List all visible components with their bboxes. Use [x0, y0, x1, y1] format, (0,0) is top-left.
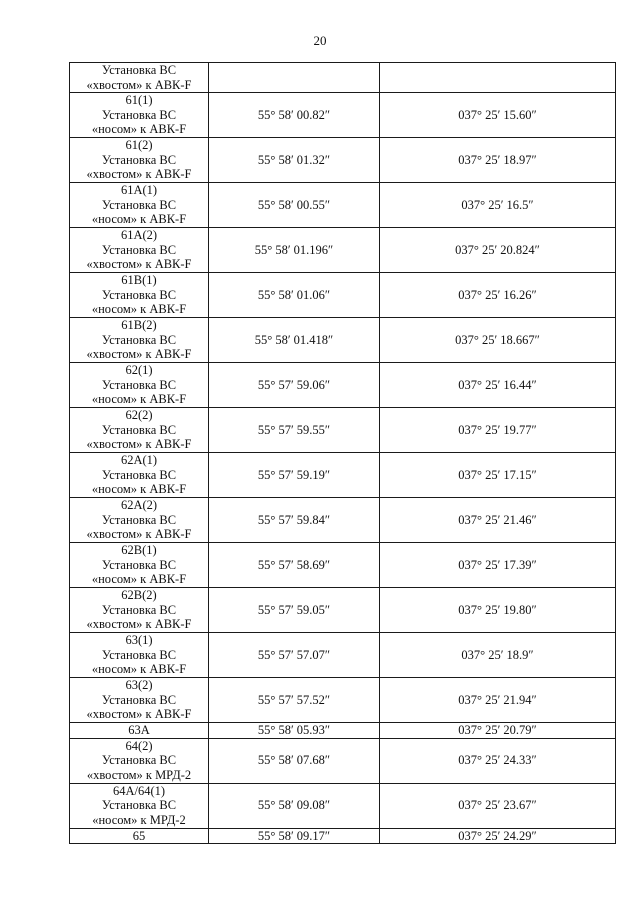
table-row	[70, 273, 616, 318]
position-label-line: Установка ВС	[101, 467, 177, 482]
longitude-cell: 037° 25′ 18.667″	[380, 318, 616, 363]
longitude-cell: 037° 25′ 24.33″	[380, 738, 616, 783]
table-row	[70, 318, 616, 363]
position-label-line: 64(2)	[125, 738, 153, 753]
longitude-cell	[380, 63, 616, 93]
page-number: 20	[313, 33, 327, 48]
longitude-cell: 037° 25′ 19.77″	[380, 408, 616, 453]
longitude-cell: 037° 25′ 17.39″	[380, 543, 616, 588]
position-label-cell	[70, 318, 209, 363]
position-label-line: «хвостом» к АВК-F	[86, 437, 192, 452]
position-label-line: «хвостом» к АВК-F	[86, 77, 192, 92]
position-label-line: Установка ВС	[101, 287, 177, 302]
longitude-cell: 037° 25′ 23.67″	[380, 783, 616, 828]
latitude-cell: 55° 57′ 59.05″	[209, 588, 380, 633]
position-label-line: Установка ВС	[101, 647, 177, 662]
position-label-cell	[70, 273, 209, 318]
position-label-line: 63(2)	[125, 678, 153, 693]
position-label-line: «хвостом» к АВК-F	[86, 347, 192, 362]
position-label-line: «носом» к АВК-F	[91, 122, 187, 137]
position-label-line: «носом» к МРД-2	[92, 813, 186, 828]
table-row	[70, 588, 616, 633]
latitude-cell: 55° 57′ 59.84″	[209, 498, 380, 543]
position-label-line: 65	[132, 828, 146, 843]
position-label-line: «носом» к АВК-F	[91, 482, 187, 497]
position-label-line: Установка ВС	[101, 242, 177, 257]
table-row	[70, 723, 616, 739]
position-label-line: 63(1)	[125, 633, 153, 648]
position-label-cell	[70, 588, 209, 633]
latitude-cell: 55° 57′ 59.19″	[209, 453, 380, 498]
latitude-cell: 55° 58′ 01.32″	[209, 138, 380, 183]
position-label-line: Установка ВС	[101, 197, 177, 212]
longitude-cell: 037° 25′ 18.97″	[380, 138, 616, 183]
position-label-cell	[70, 453, 209, 498]
position-label-line: «хвостом» к АВК-F	[86, 707, 192, 722]
position-label-line: Установка ВС	[101, 557, 177, 572]
position-label-line: Установка ВС	[101, 422, 177, 437]
longitude-cell: 037° 25′ 15.60″	[380, 93, 616, 138]
position-label-line: «носом» к АВК-F	[91, 392, 187, 407]
position-label-line: «носом» к АВК-F	[91, 572, 187, 587]
position-label-line: 61А(2)	[120, 228, 158, 243]
longitude-cell: 037° 25′ 21.46″	[380, 498, 616, 543]
position-label-cell	[70, 723, 209, 739]
table-row	[70, 633, 616, 678]
position-label-line: 61В(2)	[121, 318, 157, 333]
table-row	[70, 183, 616, 228]
position-label-cell	[70, 543, 209, 588]
position-label-cell	[70, 678, 209, 723]
position-label-line: 62(1)	[125, 363, 153, 378]
position-label-cell	[70, 408, 209, 453]
longitude-cell: 037° 25′ 19.80″	[380, 588, 616, 633]
longitude-cell: 037° 25′ 16.5″	[380, 183, 616, 228]
position-label-cell	[70, 63, 209, 93]
position-label-cell	[70, 363, 209, 408]
latitude-cell	[209, 63, 380, 93]
position-label-line: «хвостом» к АВК-F	[86, 257, 192, 272]
position-label-cell	[70, 228, 209, 273]
latitude-cell: 55° 58′ 09.17″	[209, 828, 380, 844]
table-row	[70, 783, 616, 828]
position-label-line: 63А	[128, 723, 150, 738]
position-label-line: Установка ВС	[101, 602, 177, 617]
table-row	[70, 93, 616, 138]
latitude-cell: 55° 58′ 01.418″	[209, 318, 380, 363]
position-label-line: 62(2)	[125, 408, 153, 423]
table-row	[70, 63, 616, 93]
position-label-cell	[70, 498, 209, 543]
longitude-cell: 037° 25′ 18.9″	[380, 633, 616, 678]
longitude-cell: 037° 25′ 16.44″	[380, 363, 616, 408]
latitude-cell: 55° 58′ 07.68″	[209, 738, 380, 783]
latitude-cell: 55° 57′ 57.07″	[209, 633, 380, 678]
position-label-line: Установка ВС	[101, 63, 177, 77]
position-label-line: 61А(1)	[120, 183, 158, 198]
coordinates-table	[69, 62, 616, 844]
table-row	[70, 228, 616, 273]
latitude-cell: 55° 58′ 01.196″	[209, 228, 380, 273]
latitude-cell: 55° 58′ 00.82″	[209, 93, 380, 138]
table-row	[70, 363, 616, 408]
table-row	[70, 828, 616, 844]
position-label-line: Установка ВС	[101, 152, 177, 167]
table-row	[70, 408, 616, 453]
latitude-cell: 55° 58′ 09.08″	[209, 783, 380, 828]
position-label-cell	[70, 828, 209, 844]
position-label-line: 62А(1)	[120, 453, 158, 468]
position-label-line: 61(1)	[125, 93, 153, 108]
position-label-line: 62В(2)	[121, 588, 157, 603]
table-row	[70, 678, 616, 723]
longitude-cell: 037° 25′ 20.79″	[380, 723, 616, 739]
latitude-cell: 55° 57′ 59.06″	[209, 363, 380, 408]
position-label-line: Установка ВС	[101, 377, 177, 392]
longitude-cell: 037° 25′ 17.15″	[380, 453, 616, 498]
position-label-cell	[70, 138, 209, 183]
position-label-line: «хвостом» к МРД-2	[86, 768, 192, 783]
longitude-cell: 037° 25′ 24.29″	[380, 828, 616, 844]
position-label-line: Установка ВС	[101, 798, 177, 813]
position-label-line: Установка ВС	[101, 753, 177, 768]
latitude-cell: 55° 57′ 58.69″	[209, 543, 380, 588]
longitude-cell: 037° 25′ 20.824″	[380, 228, 616, 273]
position-label-line: 62А(2)	[120, 498, 158, 513]
position-label-cell	[70, 93, 209, 138]
longitude-cell: 037° 25′ 21.94″	[380, 678, 616, 723]
position-label-line: «носом» к АВК-F	[91, 662, 187, 677]
position-label-cell	[70, 633, 209, 678]
table-row	[70, 498, 616, 543]
table-row	[70, 453, 616, 498]
latitude-cell: 55° 58′ 00.55″	[209, 183, 380, 228]
position-label-line: 62В(1)	[121, 543, 157, 558]
latitude-cell: 55° 58′ 01.06″	[209, 273, 380, 318]
position-label-line: Установка ВС	[101, 107, 177, 122]
latitude-cell: 55° 58′ 05.93″	[209, 723, 380, 739]
position-label-line: Установка ВС	[101, 332, 177, 347]
position-label-line: «хвостом» к АВК-F	[86, 527, 192, 542]
longitude-cell: 037° 25′ 16.26″	[380, 273, 616, 318]
position-label-line: 61(2)	[125, 138, 153, 153]
position-label-line: «хвостом» к АВК-F	[86, 167, 192, 182]
position-label-cell	[70, 738, 209, 783]
position-label-line: 61В(1)	[121, 273, 157, 288]
latitude-cell: 55° 57′ 57.52″	[209, 678, 380, 723]
position-label-cell	[70, 783, 209, 828]
position-label-line: Установка ВС	[101, 692, 177, 707]
position-label-line: «носом» к АВК-F	[91, 302, 187, 317]
table-row	[70, 138, 616, 183]
position-label-line: 64А/64(1)	[112, 783, 166, 798]
latitude-cell: 55° 57′ 59.55″	[209, 408, 380, 453]
table-row	[70, 738, 616, 783]
table-row	[70, 543, 616, 588]
position-label-line: Установка ВС	[101, 512, 177, 527]
position-label-cell	[70, 183, 209, 228]
position-label-line: «носом» к АВК-F	[91, 212, 187, 227]
coordinates-table-body	[70, 63, 616, 844]
position-label-line: «хвостом» к АВК-F	[86, 617, 192, 632]
